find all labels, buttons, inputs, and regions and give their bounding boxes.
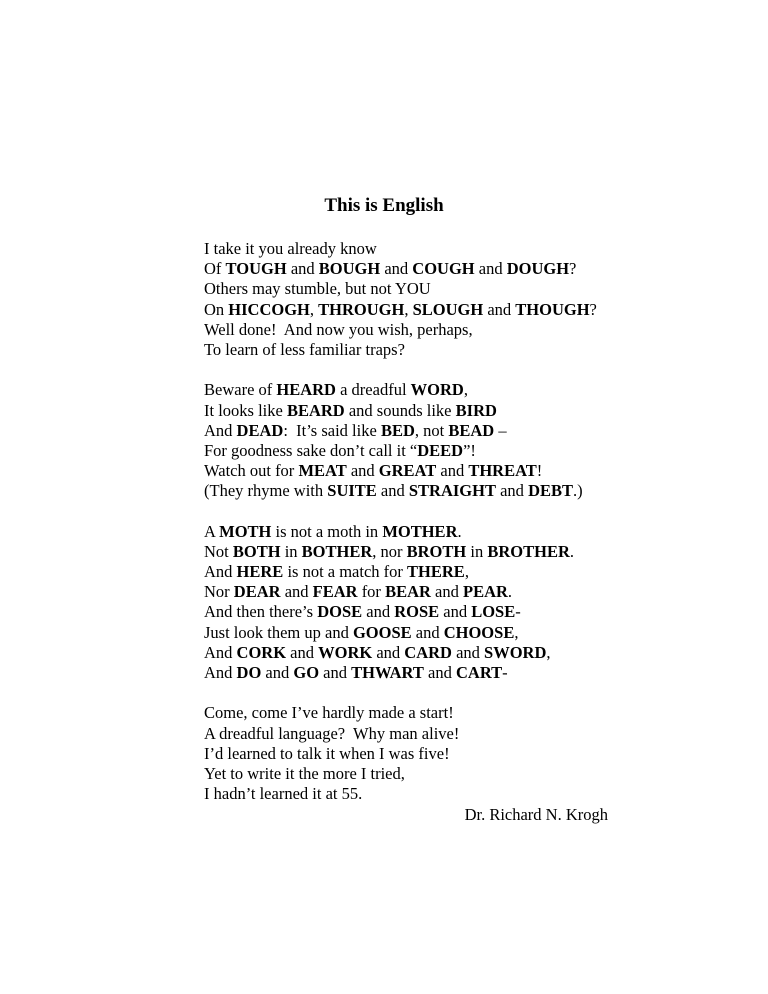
bold-word: THWART [351, 662, 424, 682]
bold-word: DEAR [233, 582, 281, 602]
poem-line [204, 703, 597, 723]
line-text: and [380, 259, 413, 279]
bold-word: MOTH [219, 521, 272, 541]
stanza-3 [204, 522, 597, 684]
line-text: , [514, 622, 519, 642]
line-text: and [362, 602, 395, 622]
poem-line [204, 663, 597, 683]
line-text: Others may stumble, but not YOU [204, 279, 431, 299]
bold-word: HICCOGH [228, 299, 310, 319]
line-text: , not [414, 420, 449, 440]
bold-word: CART [455, 662, 503, 682]
line-text: To learn of less familiar traps? [204, 339, 405, 359]
bold-word: BOTH [232, 541, 281, 561]
line-text: and [430, 582, 463, 602]
poem-line [204, 602, 597, 622]
bold-word: DO [236, 662, 262, 682]
bold-word: BOUGH [318, 259, 381, 279]
line-text: , [464, 562, 469, 581]
line-text: – [494, 420, 507, 440]
bold-word: GOOSE [352, 622, 412, 642]
line-text: and [372, 642, 405, 662]
line-text: and [411, 622, 444, 642]
bold-word: BROTHER [487, 541, 570, 561]
bold-word: WORK [318, 642, 373, 662]
line-text: A [204, 521, 220, 541]
line-text: , [463, 380, 468, 400]
line-text: . [569, 541, 574, 561]
line-text: , [404, 299, 413, 319]
line-text: and [483, 299, 516, 319]
poem-line [204, 380, 597, 400]
bold-word: CARD [404, 642, 452, 662]
bold-word: HERE [236, 562, 284, 581]
bold-word: BROTH [406, 541, 467, 561]
line-text: is not a match for [283, 562, 408, 581]
line-text: ? [589, 299, 597, 319]
line-text: I’d learned to talk it when I was five! [204, 743, 450, 763]
page-title: This is English [324, 195, 444, 216]
line-text: Not [204, 541, 233, 561]
line-text: And [204, 642, 237, 662]
poem-line [204, 522, 597, 542]
bold-word: PEAR [462, 582, 508, 602]
line-text: And [204, 420, 237, 440]
line-text: For goodness sake don’t call it “ [204, 440, 418, 460]
poem-line [204, 259, 597, 279]
bold-word: SLOUGH [412, 299, 484, 319]
line-text: And [204, 662, 237, 682]
poem-line [204, 764, 597, 784]
line-text: and [286, 642, 319, 662]
line-text: Yet to write it the more I tried, [204, 763, 405, 783]
poem-line [204, 340, 597, 360]
poem-line [204, 744, 597, 764]
bold-word: BEAR [385, 582, 431, 602]
line-text: And [204, 562, 237, 581]
line-text: and [436, 461, 469, 481]
line-text: It looks like [204, 400, 287, 420]
line-text: is not a moth in [271, 521, 383, 541]
line-text: and sounds like [344, 400, 456, 420]
line-text: I take it you already know [204, 239, 377, 258]
line-text: Nor [204, 582, 234, 602]
poem-line [204, 562, 597, 582]
line-text: - [502, 662, 508, 682]
stanza-4 [204, 703, 597, 804]
line-text: and [280, 582, 313, 602]
bold-word: STRAIGHT [408, 481, 496, 501]
poem-line [204, 401, 597, 421]
line-text: I hadn’t learned it at 55. [204, 784, 363, 804]
poem-line [204, 421, 597, 441]
line-text: and [319, 662, 352, 682]
line-text: (They rhyme with [204, 481, 328, 501]
poem-line [204, 724, 597, 744]
bold-word: GO [293, 662, 320, 682]
poem-line [204, 623, 597, 643]
line-text: And then there’s [204, 602, 318, 622]
line-text: .) [573, 481, 583, 501]
line-text: for [357, 582, 386, 602]
bold-word: CHOOSE [443, 622, 515, 642]
line-text: Watch out for [204, 461, 299, 481]
bold-word: BIRD [455, 400, 497, 420]
line-text: ! [536, 461, 543, 481]
bold-word: THOUGH [515, 299, 590, 319]
bold-word: BEARD [286, 400, 345, 420]
bold-word: MEAT [298, 461, 347, 481]
bold-word: LOSE [471, 602, 516, 622]
bold-word: THREAT [468, 461, 537, 481]
poem-line [204, 542, 597, 562]
bold-word: GREAT [378, 461, 437, 481]
line-text: : It’s said like [283, 420, 381, 440]
bold-word: DOSE [317, 602, 363, 622]
line-text: in [466, 541, 488, 561]
poem-line [204, 239, 597, 259]
bold-word: CORK [236, 642, 287, 662]
bold-word: DEBT [528, 481, 573, 501]
poem-line [204, 300, 597, 320]
line-text: and [451, 642, 485, 662]
bold-word: THROUGH [318, 299, 405, 319]
line-text: On [204, 299, 229, 319]
bold-word: BEAD [448, 420, 495, 440]
line-text: and [286, 259, 319, 279]
line-text: Beware of [204, 380, 277, 400]
bold-word: SUITE [327, 481, 377, 501]
bold-word: DOUGH [506, 259, 570, 279]
author-signature: Dr. Richard N. Krogh [464, 805, 608, 824]
line-text: , [309, 299, 319, 319]
line-text: , [546, 642, 551, 662]
bold-word: COUGH [412, 259, 475, 279]
poem-line [204, 784, 597, 804]
bold-word: FEAR [312, 582, 358, 602]
bold-word: BED [380, 420, 415, 440]
poem-line [204, 481, 597, 501]
bold-word: DEAD [236, 420, 284, 440]
bold-word: MOTHER [382, 521, 458, 541]
line-text: - [515, 602, 521, 622]
poem-line [204, 441, 597, 461]
line-text: Just look them up and [204, 622, 353, 642]
bold-word: WORD [410, 380, 464, 400]
stanza-1 [204, 239, 597, 360]
poem-line [204, 643, 597, 663]
bold-word: THERE [407, 562, 465, 581]
line-text: Well done! And now you wish, perhaps, [204, 319, 473, 339]
bold-word: BOTHER [301, 541, 373, 561]
bold-word: DEED [417, 440, 464, 460]
bold-word: TOUGH [225, 259, 287, 279]
line-text: ? [569, 259, 577, 279]
line-text: and [261, 662, 294, 682]
bold-word: SWORD [484, 642, 547, 662]
line-text: ”! [463, 440, 476, 460]
line-text: . [507, 582, 513, 602]
poem-body [204, 239, 597, 804]
poem-line [204, 582, 597, 602]
stanza-2 [204, 380, 597, 501]
line-text: Come, come I’ve hardly made a start! [204, 703, 454, 723]
line-text: and [346, 461, 379, 481]
poem-line [204, 320, 597, 340]
bold-word: ROSE [394, 602, 440, 622]
line-text: and [474, 259, 507, 279]
bold-word: HEARD [276, 380, 336, 400]
line-text: , nor [372, 541, 407, 561]
line-text: . [457, 521, 462, 541]
line-text: and [376, 481, 409, 501]
line-text: A dreadful language? Why man alive! [204, 723, 460, 743]
line-text: a dreadful [335, 380, 411, 400]
line-text: Of [204, 259, 226, 279]
line-text: and [439, 602, 472, 622]
line-text: and [423, 662, 456, 682]
line-text: and [495, 481, 529, 501]
poem-line [204, 461, 597, 481]
poem-line [204, 279, 597, 299]
line-text: in [280, 541, 302, 561]
